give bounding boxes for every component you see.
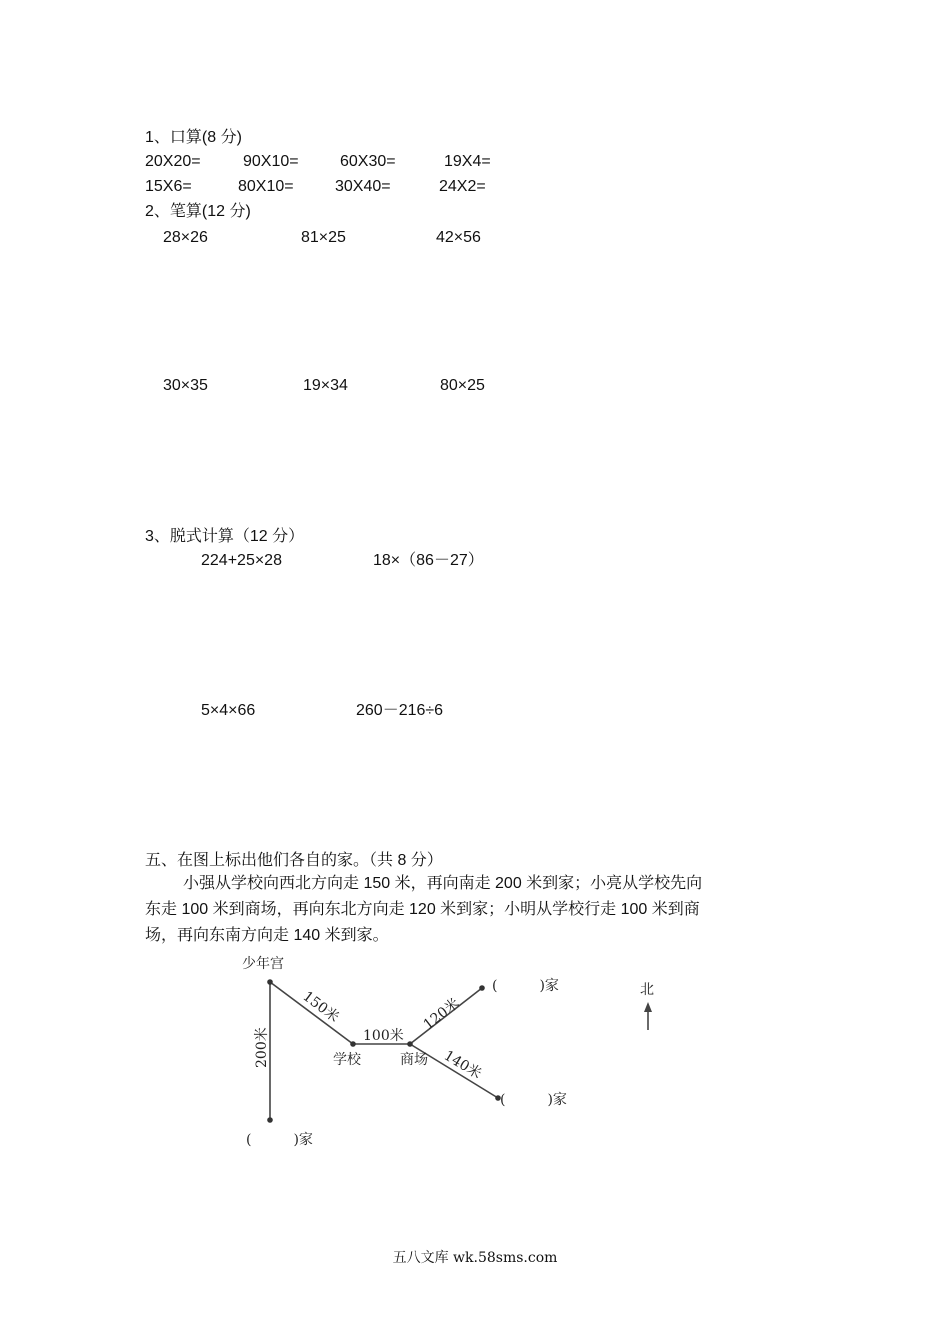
section2-heading: 2、笔算(12 分) (145, 203, 251, 220)
mental-math-item: 60X30= (340, 153, 396, 170)
section1-heading: 1、口算(8 分) (145, 129, 242, 146)
written-calc-item: 19×34 (303, 377, 348, 394)
section5-heading: 五、在图上标出他们各自的家。（共 8 分） (145, 852, 443, 869)
north-arrow-icon (644, 1002, 652, 1012)
mental-math-item: 15X6= (145, 178, 192, 195)
written-calc-item: 81×25 (301, 229, 346, 246)
label-school: 学校 (333, 1052, 361, 1068)
palace-point (267, 979, 273, 985)
problem-paragraph (145, 871, 810, 949)
mental-math-item: 90X10= (243, 153, 299, 170)
written-calc-item: 30×35 (163, 377, 208, 394)
footer-watermark: 五八文库 wk.58sms.com (392, 1250, 558, 1266)
mall-point (407, 1041, 413, 1047)
label-youth-palace: 少年宫 (242, 956, 284, 972)
dist-palace-to-school: 150米 (299, 988, 342, 1026)
home-ne-point (479, 985, 485, 991)
written-calc-item: 42×56 (436, 229, 481, 246)
mental-math-item: 20X20= (145, 153, 201, 170)
route-map (230, 948, 670, 1158)
step-calc-item: 224+25×28 (201, 552, 282, 569)
mental-math-item: 24X2= (439, 178, 486, 195)
step-calc-item: 18×（86－27） (373, 552, 484, 569)
step-calc-item: 5×4×66 (201, 702, 256, 719)
mental-math-item: 19X4= (444, 153, 491, 170)
written-calc-item: 28×26 (163, 229, 208, 246)
school-point (350, 1041, 356, 1047)
mental-math-item: 30X40= (335, 178, 391, 195)
paragraph-line: 场，再向东南方向走 140 米到家。 (145, 927, 389, 944)
dist-palace-to-home: 200米 (254, 1027, 270, 1068)
written-calc-item: 80×25 (440, 377, 485, 394)
label-home-se: ( )家 (500, 1092, 567, 1108)
step-calc-item: 260－216÷6 (356, 702, 444, 719)
paragraph-line: 小强从学校向西北方向走 150 米，再向南走 200 米到家；小亮从学校先向 (183, 875, 703, 892)
label-home-sw: ( )家 (246, 1132, 313, 1148)
label-mall: 商场 (400, 1052, 428, 1068)
home-sw-point (267, 1117, 273, 1123)
paragraph-line: 东走 100 米到商场，再向东北方向走 120 米到家；小明从学校行走 100 米到商 (145, 901, 700, 918)
label-north: 北 (640, 982, 654, 998)
mental-math-item: 80X10= (238, 178, 294, 195)
dist-mall-to-se: 140米 (440, 1047, 485, 1083)
dist-mall-to-ne: 120米 (420, 995, 463, 1034)
dist-school-to-mall: 100米 (363, 1028, 404, 1044)
label-home-ne: ( )家 (492, 978, 559, 994)
section3-heading: 3、脱式计算（12 分） (145, 528, 305, 545)
